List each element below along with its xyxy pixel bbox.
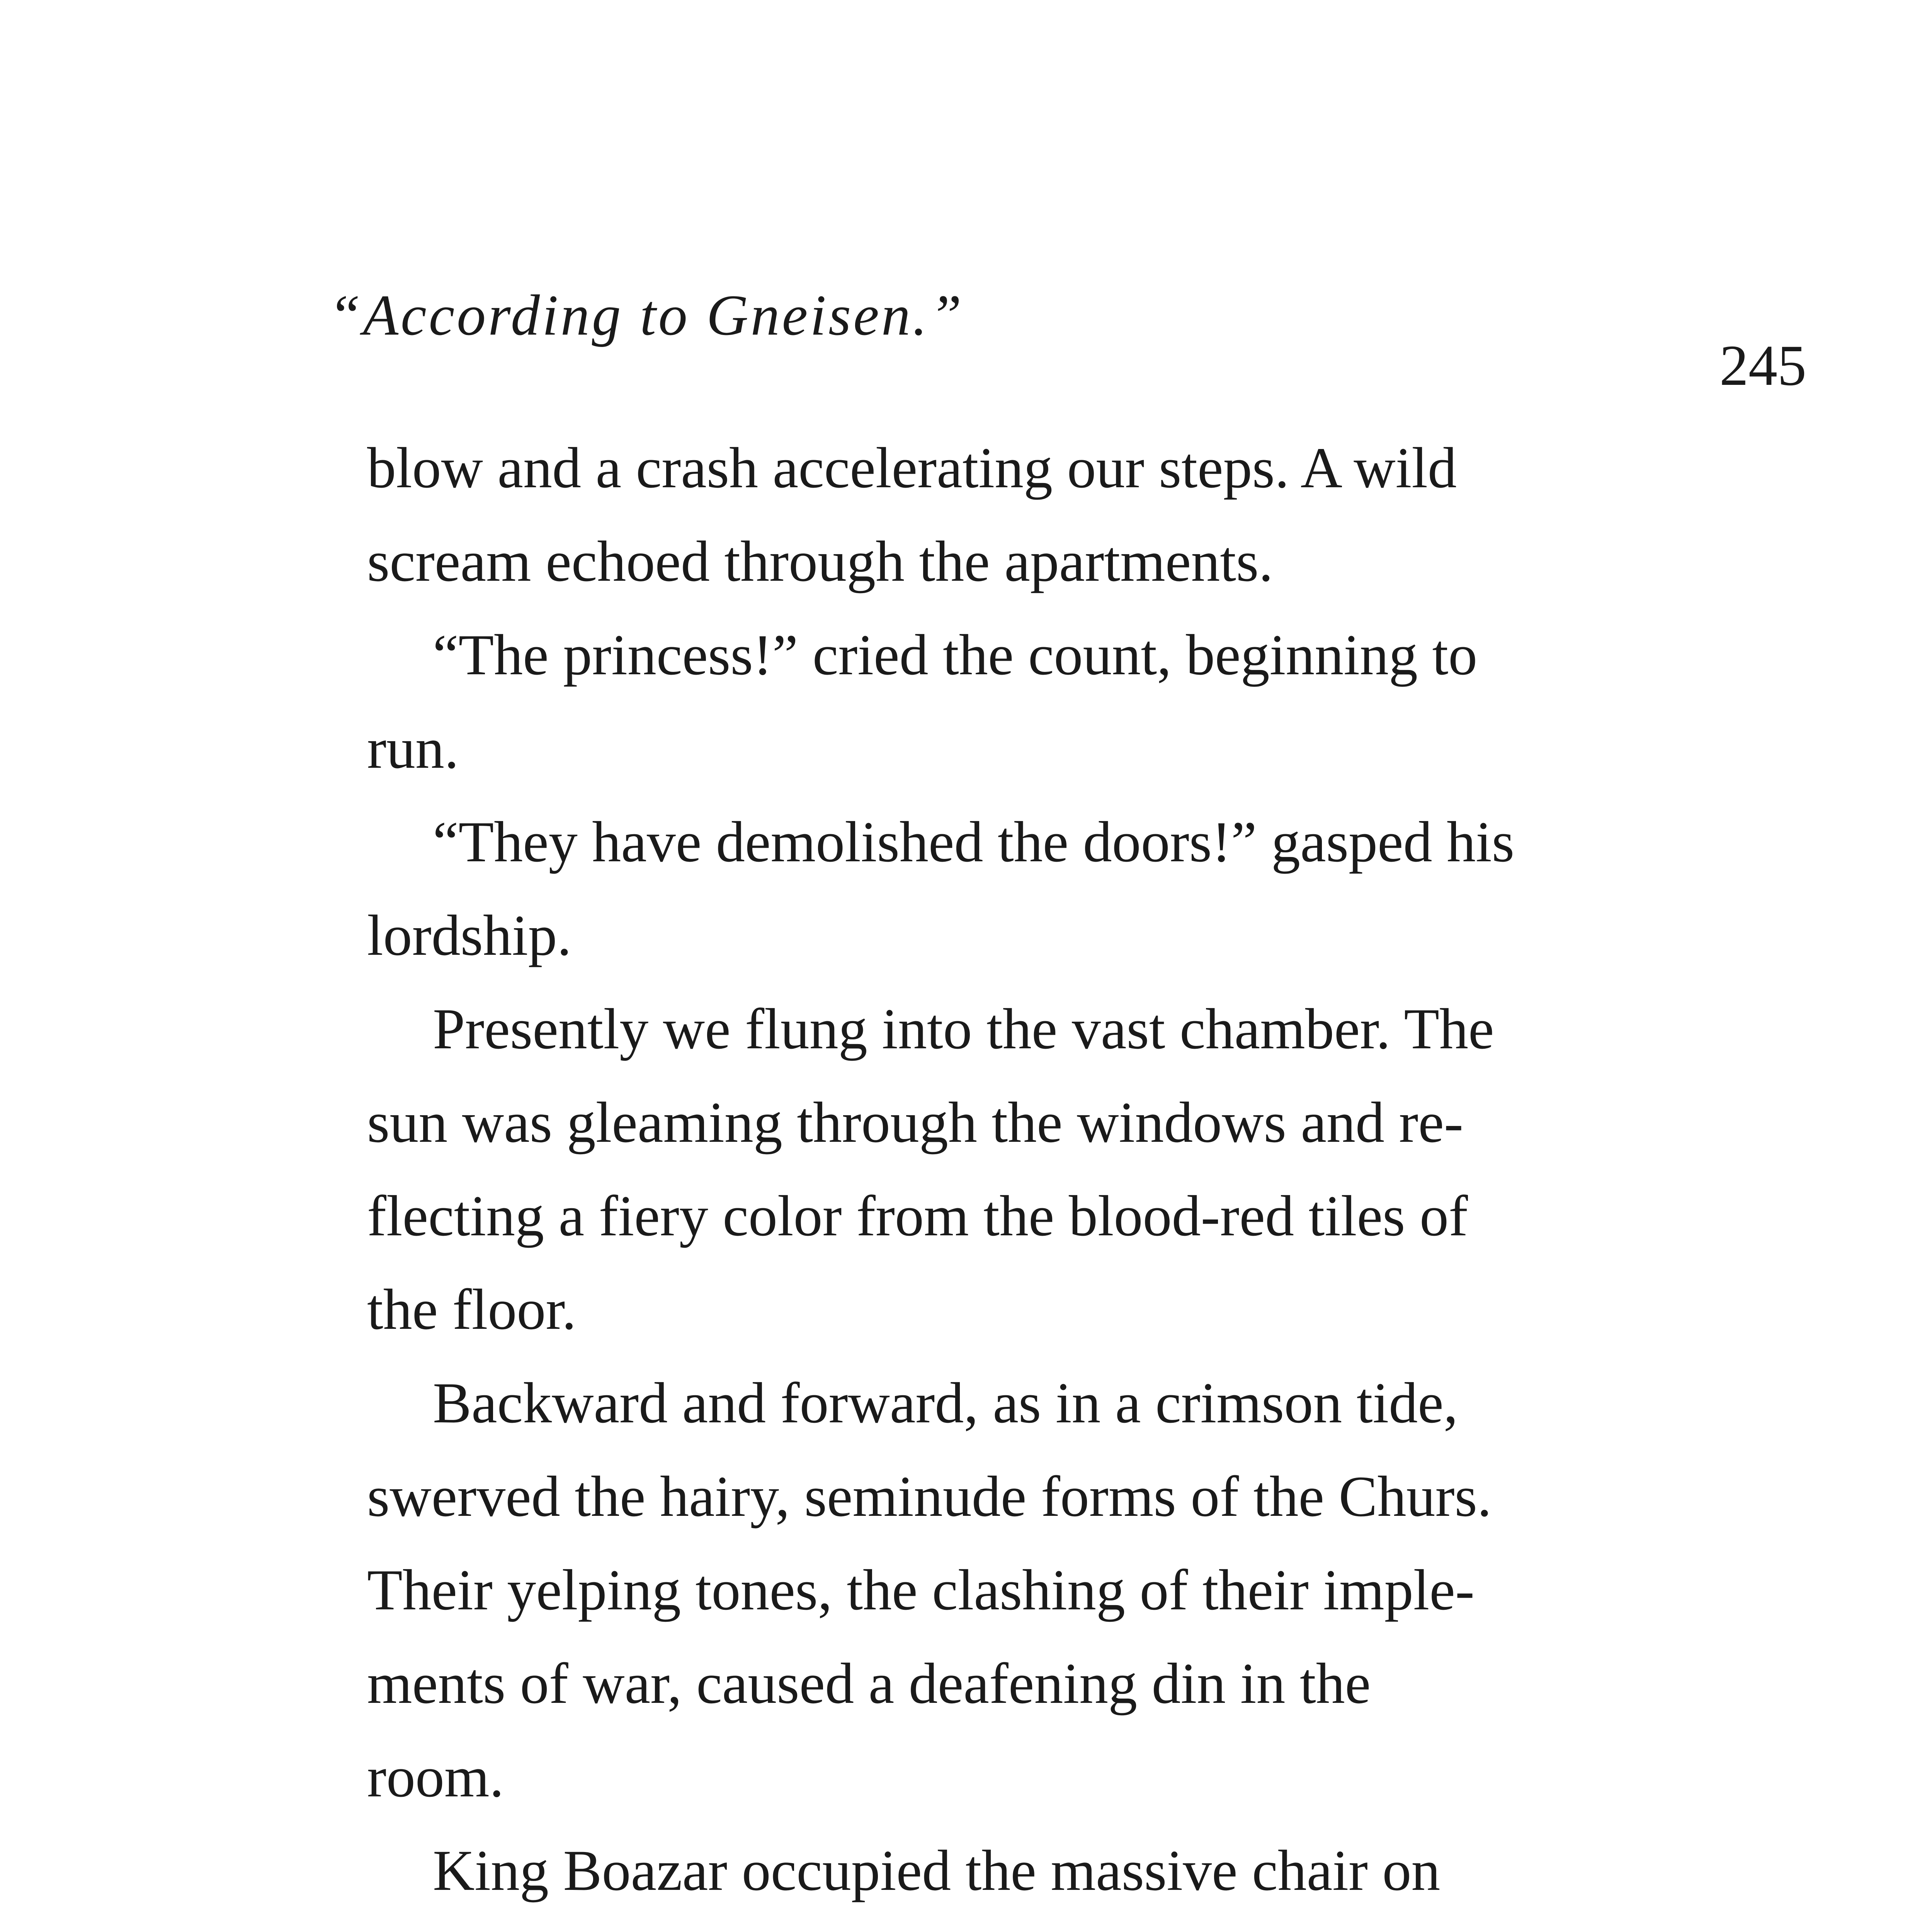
paragraph: “The princess!” cried the count, beginning to run. xyxy=(367,623,1478,781)
paragraph: “They have demolished the doors!” gasped his lordship. xyxy=(367,810,1515,968)
page-number: 245 xyxy=(1719,333,1806,398)
paragraph: King Boazar occupied the massive chair on xyxy=(433,1838,1440,1903)
body-text xyxy=(367,421,1777,1932)
paragraph: Presently we flung into the vast chamber. The sun was gleaming through the windows and re- flecting a fiery color from the blood-red tiles of the floor. xyxy=(367,997,1494,1342)
paragraph: blow and a crash accelerating our steps. A wild scream echoed through the apartments. xyxy=(367,436,1457,594)
paragraph: Backward and forward, as in a crimson tide, swerved the hairy, seminude forms of the Churs. Their yelping tones, the clashing of their imple- ments of war, caused a deafening din in the room. xyxy=(367,1371,1492,1809)
running-title: “According to Gneisen.” xyxy=(328,283,964,347)
